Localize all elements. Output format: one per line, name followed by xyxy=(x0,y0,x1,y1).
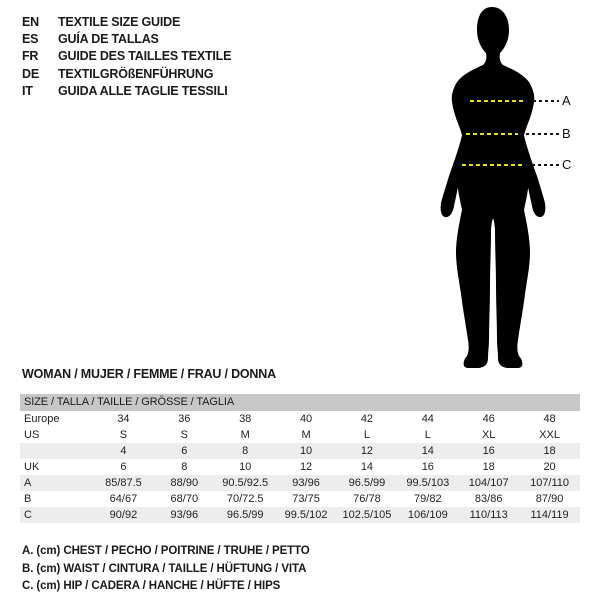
size-cell: 36 xyxy=(178,413,191,425)
size-cell: 99.5/102 xyxy=(284,509,328,521)
size-cell: S xyxy=(119,429,128,441)
row-label: Europe xyxy=(24,413,60,425)
size-cell: 38 xyxy=(239,413,252,425)
legend-line: B. (cm) WAIST / CINTURA / TAILLE / HÜFTUNG / VITA xyxy=(22,562,307,575)
table-row xyxy=(20,443,580,459)
size-cell: 18 xyxy=(482,461,495,473)
woman-silhouette xyxy=(433,4,553,368)
language-code: IT xyxy=(22,83,33,98)
size-table-header: SIZE / TALLA / TAILLE / GRÖSSE / TAGLIA xyxy=(20,394,580,411)
size-cell: 96.5/99 xyxy=(226,509,264,521)
size-cell: 76/78 xyxy=(353,493,381,505)
measure-label-c: C xyxy=(562,157,572,172)
size-cell: 12 xyxy=(360,445,374,457)
measure-label-b: B xyxy=(562,126,571,141)
size-cell: 90.5/92.5 xyxy=(222,477,269,489)
size-cell: 70/72.5 xyxy=(226,493,264,505)
waist-line-dashed xyxy=(466,133,518,135)
language-title: GUIDE DES TAILLES TEXTILE xyxy=(58,49,232,64)
size-cell: 88/90 xyxy=(170,477,199,489)
language-code: FR xyxy=(22,49,39,64)
size-cell: M xyxy=(301,429,311,441)
language-row xyxy=(22,65,231,82)
row-label: C xyxy=(24,509,32,521)
size-cell: 10 xyxy=(239,461,252,473)
waist-line-leader xyxy=(520,133,559,135)
chest-line-leader xyxy=(533,100,559,102)
language-title-list xyxy=(22,13,231,99)
size-cell: L xyxy=(424,429,431,441)
size-cell: XXL xyxy=(539,429,560,441)
language-code: DE xyxy=(22,66,39,81)
row-label xyxy=(20,443,93,459)
size-cell: 104/107 xyxy=(468,477,509,489)
row-label: B xyxy=(24,493,32,505)
size-cell: 44 xyxy=(421,413,434,425)
size-cell: 96.5/99 xyxy=(348,477,386,489)
size-cell: 34 xyxy=(117,413,130,425)
language-code: EN xyxy=(22,14,39,29)
size-cell: 6 xyxy=(181,445,188,457)
size-cell: S xyxy=(180,429,188,441)
size-cell: 107/110 xyxy=(530,477,570,489)
language-title: GUÍA DE TALLAS xyxy=(58,31,159,46)
size-cell: 68/70 xyxy=(170,493,199,505)
language-row xyxy=(22,13,231,30)
table-row xyxy=(20,411,580,427)
language-title: TEXTILE SIZE GUIDE xyxy=(58,14,181,29)
size-cell: 83/86 xyxy=(474,493,503,505)
size-cell: 90/92 xyxy=(109,509,138,521)
size-cell: 110/113 xyxy=(469,509,508,521)
size-cell: 16 xyxy=(482,445,495,457)
language-row xyxy=(22,48,231,65)
size-cell: 99.5/103 xyxy=(406,477,450,489)
size-cell: 93/96 xyxy=(292,477,320,489)
woman-silhouette-graphic xyxy=(433,4,553,368)
size-cell: 16 xyxy=(421,461,434,473)
size-cell: 114/119 xyxy=(530,509,569,521)
size-cell: 93/96 xyxy=(170,509,199,521)
size-cell: 14 xyxy=(360,461,374,473)
size-cell: 64/67 xyxy=(109,493,138,505)
row-label: US xyxy=(24,429,40,441)
row-label: UK xyxy=(24,461,40,473)
hip-line-leader xyxy=(526,164,559,166)
size-cell: 48 xyxy=(543,413,556,425)
size-cell: 8 xyxy=(242,445,249,457)
table-row xyxy=(20,491,580,507)
size-cell: 10 xyxy=(299,445,313,457)
size-cell: 20 xyxy=(543,461,556,473)
size-cell: 46 xyxy=(482,413,495,425)
size-cell: 73/75 xyxy=(292,493,320,505)
measurement-legend xyxy=(22,543,310,596)
size-cell: XL xyxy=(481,429,496,441)
size-table-body xyxy=(20,411,580,523)
size-cell: 79/82 xyxy=(414,493,442,505)
size-cell: 4 xyxy=(120,445,127,457)
size-cell: 40 xyxy=(299,413,313,425)
table-title: WOMAN / MUJER / FEMME / FRAU / DONNA xyxy=(22,367,276,381)
size-cell: 6 xyxy=(120,461,127,473)
size-cell: 106/109 xyxy=(407,509,448,521)
size-cell: 85/87.5 xyxy=(105,477,142,489)
size-cell: 14 xyxy=(421,445,434,457)
size-cell: 18 xyxy=(543,445,556,457)
size-cell: 87/90 xyxy=(535,493,564,505)
size-cell: 102.5/105 xyxy=(342,509,392,521)
language-row xyxy=(22,82,231,99)
language-title: TEXTILGRÖßENFÜHRUNG xyxy=(58,66,214,81)
legend-line: C. (cm) HIP / CADERA / HANCHE / HÜFTE / HIPS xyxy=(22,580,281,592)
hip-line-dashed xyxy=(462,164,524,166)
measure-label-a: A xyxy=(562,93,571,108)
language-row xyxy=(22,30,231,47)
language-code: ES xyxy=(22,31,39,46)
size-table xyxy=(20,394,580,523)
size-cell: L xyxy=(363,429,370,441)
size-cell: 12 xyxy=(299,461,313,473)
legend-line: A. (cm) CHEST / PECHO / POITRINE / TRUHE / PETTO xyxy=(22,545,310,557)
size-cell: M xyxy=(240,429,250,441)
table-row xyxy=(20,427,580,443)
chest-line-dashed xyxy=(470,100,523,102)
row-label: A xyxy=(24,477,32,489)
size-cell: 42 xyxy=(360,413,374,425)
table-row xyxy=(20,459,580,475)
table-row xyxy=(20,507,580,523)
table-row xyxy=(20,475,580,491)
size-cell: 8 xyxy=(181,461,188,473)
language-title: GUIDA ALLE TAGLIE TESSILI xyxy=(58,83,228,98)
